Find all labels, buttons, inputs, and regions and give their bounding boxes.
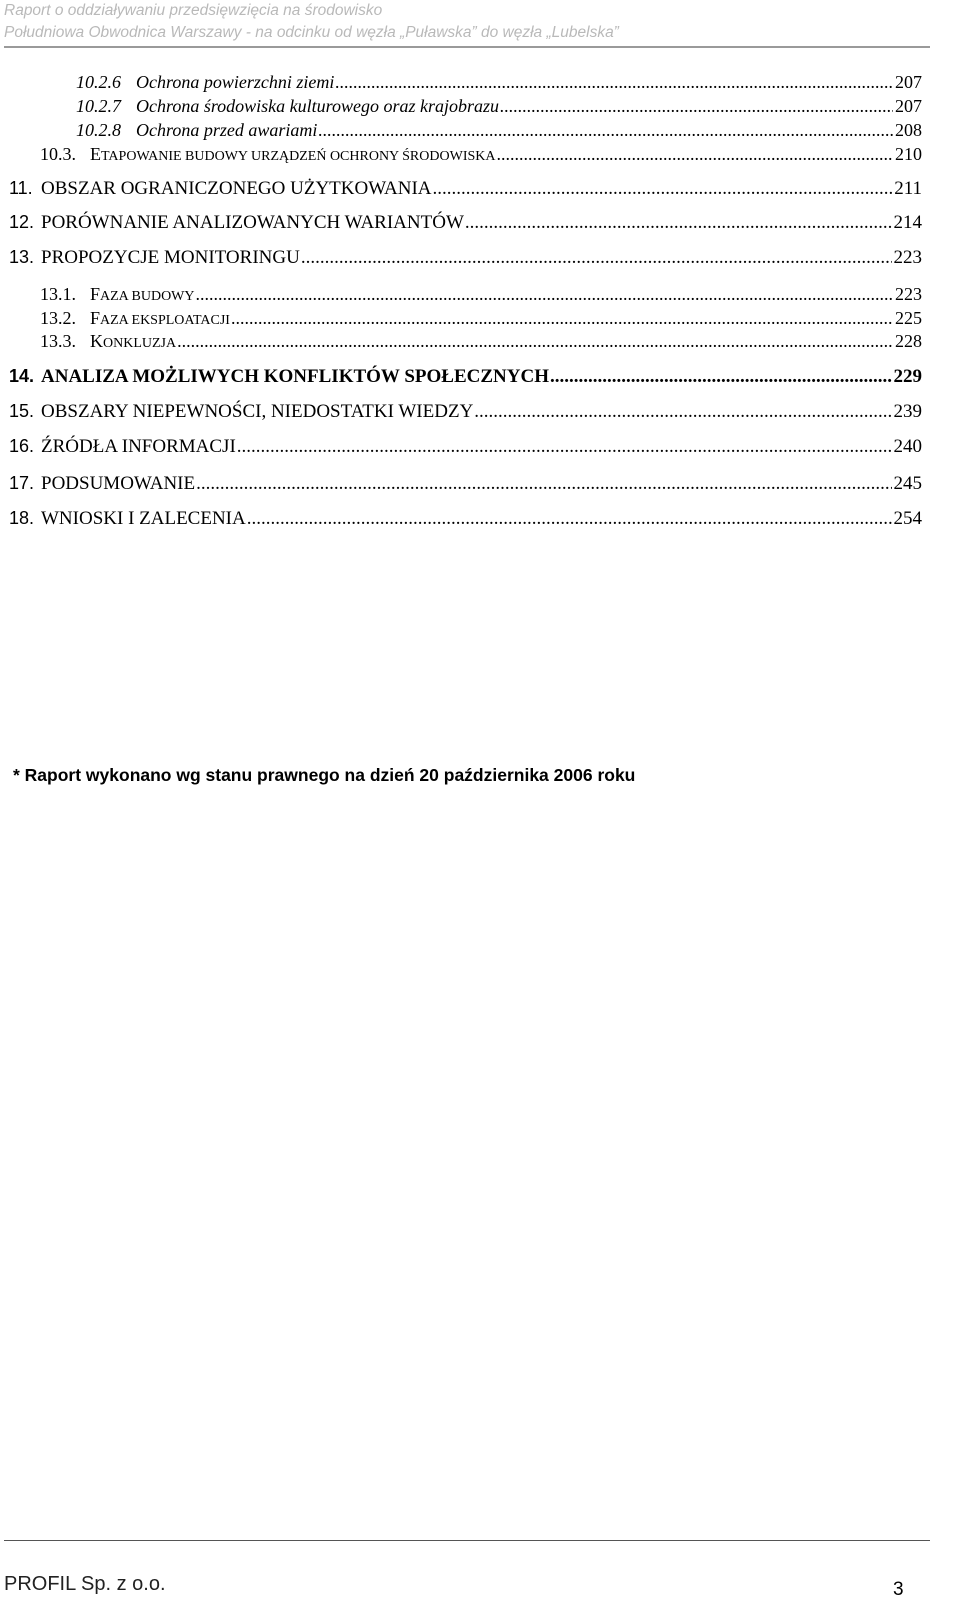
toc-title: ANALIZA MOŻLIWYCH KONFLIKTÓW SPOŁECZNYCH	[41, 366, 549, 387]
toc-page: 245	[893, 473, 922, 494]
toc-page: 254	[893, 508, 922, 529]
toc-number: 13.2.	[40, 308, 76, 328]
toc-number: 10.3.	[40, 144, 76, 164]
toc-page: 208	[895, 120, 922, 140]
toc-page: 229	[893, 366, 922, 387]
toc-entry[interactable]	[9, 508, 922, 530]
toc-title: WNIOSKI I ZALECENIA	[41, 508, 246, 529]
toc-page: 223	[893, 247, 922, 268]
toc-title: KONKLUZJA	[90, 331, 177, 351]
toc-entry[interactable]	[9, 247, 922, 269]
toc-page: 207	[895, 72, 922, 92]
toc-number: 13.	[9, 247, 35, 267]
toc-page: 239	[893, 401, 922, 422]
toc-page: 240	[893, 436, 922, 457]
toc-number: 13.3.	[40, 331, 76, 351]
toc-number: 10.2.7	[76, 96, 121, 116]
toc-leader	[550, 366, 892, 388]
toc-entry[interactable]	[9, 366, 922, 388]
toc-number: 11.	[9, 178, 33, 198]
toc-leader	[474, 401, 891, 423]
toc-page: 211	[894, 178, 922, 199]
page-header	[4, 0, 930, 44]
toc-entry[interactable]	[9, 178, 922, 200]
toc-title: FAZA EKSPLOATACJI	[90, 308, 230, 328]
toc-title: OBSZAR OGRANICZONEGO UŻYTKOWANIA	[41, 178, 432, 199]
toc-leader	[231, 308, 893, 329]
toc-page: 207	[895, 96, 922, 116]
toc-leader	[177, 331, 893, 352]
toc-entry[interactable]	[40, 308, 922, 329]
toc-entry[interactable]	[40, 284, 922, 305]
toc-title: ETAPOWANIE BUDOWY URZĄDZEŃ OCHRONY ŚRODOWISKA	[90, 144, 496, 164]
toc-leader	[247, 508, 892, 530]
toc-title: PORÓWNANIE ANALIZOWANYCH WARIANTÓW	[41, 212, 464, 233]
toc-leader	[500, 96, 893, 117]
toc-entry[interactable]	[76, 72, 922, 93]
header-report-title: Raport o oddziaływaniu przedsięwzięcia na środowisko	[4, 2, 383, 19]
header-divider	[4, 46, 930, 48]
toc-entry[interactable]	[9, 212, 922, 234]
toc-title: PODSUMOWANIE	[41, 473, 196, 494]
toc-number: 18.	[9, 508, 35, 528]
toc-leader	[196, 473, 891, 495]
toc-title: Ochrona środowiska kulturowego oraz krajobrazu	[136, 96, 500, 116]
toc-page: 225	[895, 308, 922, 328]
toc-title: Ochrona przed awariami	[136, 120, 318, 140]
toc-page: 210	[895, 144, 922, 164]
toc-entry[interactable]	[76, 96, 922, 117]
toc-page: 228	[895, 331, 922, 351]
toc-leader	[335, 72, 893, 93]
toc-leader	[465, 212, 892, 234]
footer-divider	[4, 1540, 930, 1541]
page-number: 3	[893, 1579, 904, 1600]
toc-number: 15.	[9, 401, 35, 421]
toc-entry[interactable]	[9, 401, 922, 423]
toc-title: Ochrona powierzchni ziemi	[136, 72, 335, 92]
toc-number: 10.2.8	[76, 120, 121, 140]
toc-leader	[318, 120, 893, 141]
toc-leader	[301, 247, 892, 269]
toc-entry[interactable]	[40, 331, 922, 352]
toc-title: ŹRÓDŁA INFORMACJI	[41, 436, 236, 457]
legal-status-note: * Raport wykonano wg stanu prawnego na dzień 20 października 2006 roku	[13, 765, 636, 785]
toc-entry[interactable]	[40, 144, 922, 165]
toc-page: 214	[893, 212, 922, 233]
toc-entry[interactable]	[9, 473, 922, 495]
toc-title: OBSZARY NIEPEWNOŚCI, NIEDOSTATKI WIEDZY	[41, 401, 474, 422]
toc-number: 14.	[9, 366, 35, 386]
toc-number: 12.	[9, 212, 35, 232]
toc-page: 223	[895, 284, 922, 304]
toc-title: FAZA BUDOWY	[90, 284, 195, 304]
toc-number: 10.2.6	[76, 72, 121, 92]
toc-number: 13.1.	[40, 284, 76, 304]
toc-leader	[497, 144, 894, 165]
header-project-title: Południowa Obwodnica Warszawy - na odcinku od węzła „Puławska” do węzła „Lubelska”	[4, 24, 619, 41]
toc-number: 17.	[9, 473, 35, 493]
toc-entry[interactable]	[76, 120, 922, 141]
footer-company: PROFIL Sp. z o.o.	[4, 1573, 166, 1595]
toc-leader	[237, 436, 892, 458]
toc-leader	[196, 284, 893, 305]
toc-entry[interactable]	[9, 436, 922, 458]
toc-title: PROPOZYCJE MONITORINGU	[41, 247, 300, 268]
toc-leader	[433, 178, 893, 200]
toc-number: 16.	[9, 436, 35, 456]
